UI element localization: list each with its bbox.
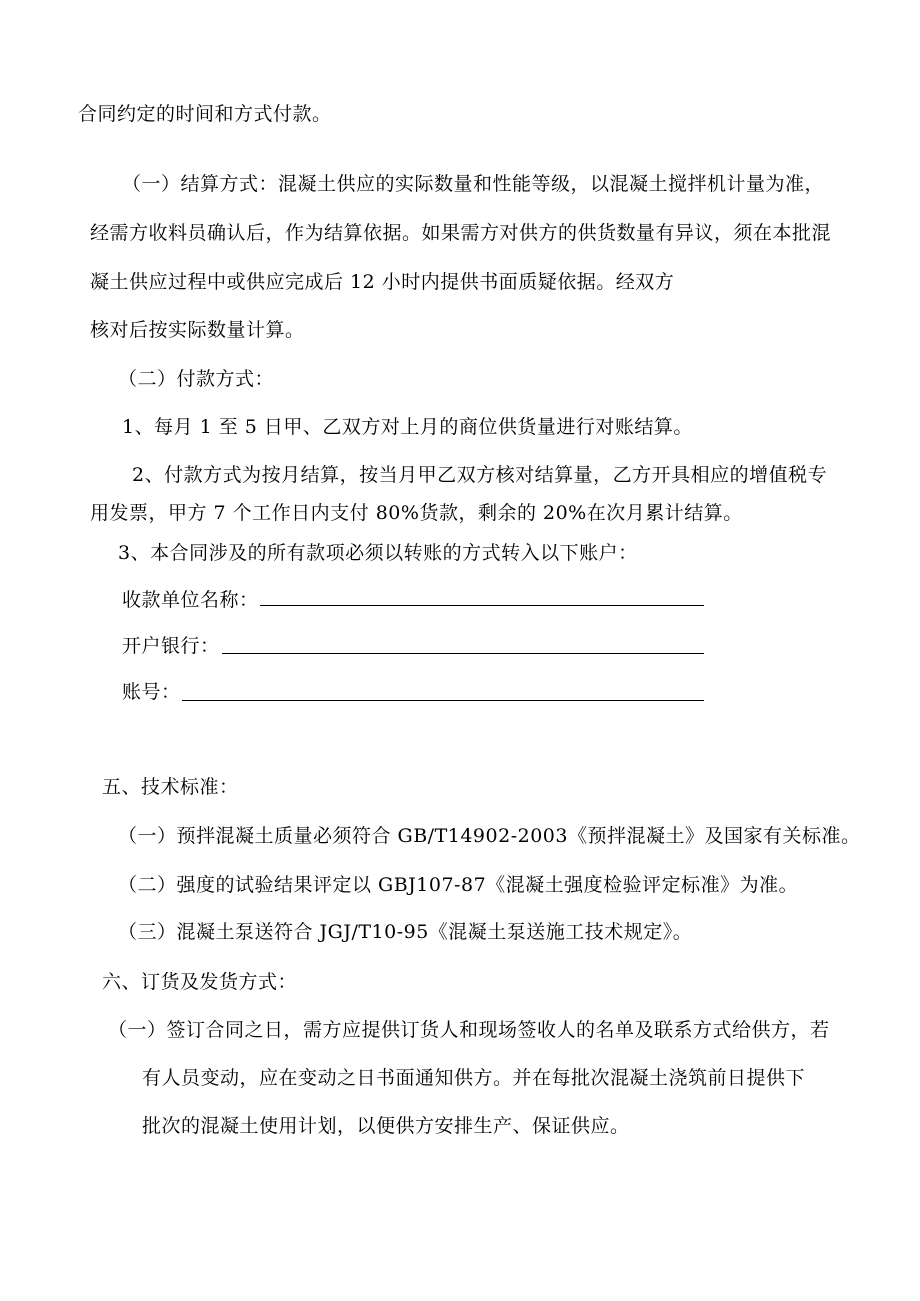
ordering-item-1-line-3: 批次的混凝土使用计划，以便供方安排生产、保证供应。 <box>142 1115 630 1137</box>
payment-method-heading: （二）付款方式： <box>118 368 275 390</box>
payment-item-3: 3、本合同涉及的所有款项必须以转账的方式转入以下账户： <box>118 542 638 564</box>
payment-item-2-line-1: 2、付款方式为按月结算，按当月甲乙双方核对结算量，乙方开具相应的增值税专 <box>132 464 828 486</box>
standard-item-1: （一）预拌混凝土质量必须符合 GB/T14902-2003《预拌混凝土》及国家有关标准。 <box>118 825 861 847</box>
settlement-method-line-2: 经需方收料员确认后，作为结算依据。如果需方对供方的供货数量有异议，须在本批混 <box>90 222 832 244</box>
bank-label: 开户银行： <box>122 635 220 657</box>
payee-name-blank <box>260 605 704 606</box>
payee-name-label: 收款单位名称： <box>122 589 259 611</box>
section-6-heading: 六、订货及发货方式： <box>102 971 298 993</box>
settlement-method-line-1: （一）结算方式：混凝土供应的实际数量和性能等级，以混凝土搅拌机计量为准， <box>122 173 825 195</box>
settlement-method-line-3: 凝土供应过程中或供应完成后 12 小时内提供书面质疑依据。经双方 <box>90 271 675 293</box>
ordering-item-1-line-1: （一）签订合同之日，需方应提供订货人和现场签收人的名单及联系方式给供方，若 <box>108 1019 830 1041</box>
bank-blank <box>222 653 704 654</box>
standard-item-2: （二）强度的试验结果评定以 GBJ107-87《混凝土强度检验评定标准》为准。 <box>118 874 799 896</box>
settlement-method-line-4: 核对后按实际数量计算。 <box>90 319 305 341</box>
payment-item-2-line-2: 用发票，甲方 7 个工作日内支付 80%货款，剩余的 20%在次月累计结算。 <box>90 502 743 524</box>
account-label: 账号： <box>122 681 181 703</box>
standard-item-3: （三）混凝土泵送符合 JGJ/T10-95《混凝土泵送施工技术规定》。 <box>118 921 693 943</box>
payment-item-1: 1、每月 1 至 5 日甲、乙双方对上月的商位供货量进行对账结算。 <box>122 416 693 438</box>
ordering-item-1-line-2: 有人员变动，应在变动之日书面通知供方。并在每批次混凝土浇筑前日提供下 <box>142 1067 806 1089</box>
paragraph-payment-terms-tail: 合同约定的时间和方式付款。 <box>78 103 332 125</box>
account-blank <box>182 700 704 701</box>
section-5-heading: 五、技术标准： <box>102 776 239 798</box>
